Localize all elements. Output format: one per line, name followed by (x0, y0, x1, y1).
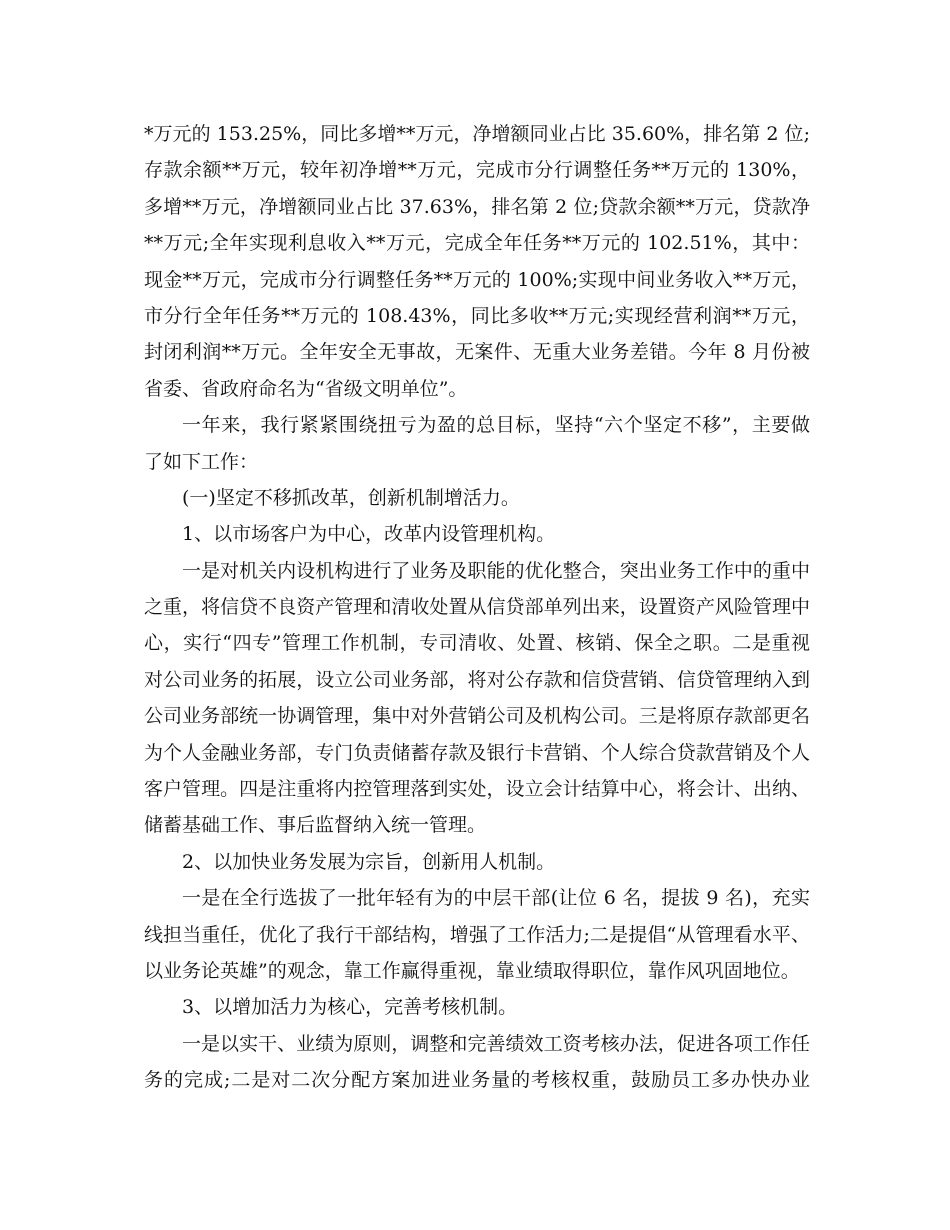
text-line: 为个人金融业务部，专门负责储蓄存款及银行卡营销、个人综合贷款营销及个人 (144, 741, 810, 764)
text-line: 客户管理。四是注重将内控管理落到实处，设立会计结算中心，将会计、出纳、 (144, 778, 810, 801)
text-line: 封闭利润**万元。全年安全无事故，无案件、无重大业务差错。今年 8 月份被 (144, 341, 810, 364)
text-line: 心，实行“四专”管理工作机制，专司清收、处置、核销、保全之职。二是重视 (144, 632, 810, 655)
paragraph-first-line: 一年来，我行紧紧围绕扭亏为盈的总目标，坚持“六个坚定不移”，主要做 (182, 414, 810, 437)
text-line: 线担当重任，优化了我行干部结构，增强了工作活力;二是提倡“从管理看水平、 (144, 923, 810, 946)
paragraph-first-line: 一是在全行选拔了一批年轻有为的中层干部(让位 6 名，提拔 9 名)，充实 (182, 887, 810, 910)
text-line: 储蓄基础工作、事后监督纳入统一管理。 (144, 814, 487, 837)
section-heading: (一)坚定不移抓改革，创新机制增活力。 (182, 486, 520, 509)
text-line: *万元的 153.25%，同比多增**万元，净增额同业占比 35.60%，排名第 2 位; (144, 123, 810, 145)
text-line: 现金**万元，完成市分行调整任务**万元的 100%;实现中间业务收入**万元， (144, 268, 810, 291)
text-line: 公司业务部统一协调管理，集中对外营销公司及机构公司。三是将原存款部更名 (144, 705, 810, 728)
text-line: 了如下工作： (144, 450, 259, 473)
paragraph-first-line: 一是对机关内设机构进行了业务及职能的优化整合，突出业务工作中的重中 (182, 559, 810, 582)
subsection-heading: 3、以增加活力为核心，完善考核机制。 (182, 996, 518, 1019)
text-line: 务的完成;二是对二次分配方案加进业务量的考核权重，鼓励员工多办快办业 (144, 1069, 810, 1092)
paragraph-first-line: 一是以实干、业绩为原则，调整和完善绩效工资考核办法，促进各项工作任 (182, 1032, 810, 1055)
subsection-heading: 2、以加快业务发展为宗旨，创新用人机制。 (182, 850, 556, 873)
text-line: 省委、省政府命名为“省级文明单位”。 (144, 377, 468, 400)
text-line: 对公司业务的拓展，设立公司业务部，将对公存款和信贷营销、信贷管理纳入到 (144, 668, 810, 691)
text-line: 市分行全年任务**万元的 108.43%，同比多收**万元;实现经营利润**万元， (144, 304, 810, 327)
text-line: 之重，将信贷不良资产管理和清收处置从信贷部单列出来，设置资产风险管理中 (144, 596, 810, 619)
text-line: 多增**万元，净增额同业占比 37.63%，排名第 2 位;贷款余额**万元，贷款净 (144, 195, 810, 218)
text-line: 存款余额**万元，较年初净增**万元，完成市分行调整任务**万元的 130%， (144, 159, 810, 182)
text-line: 以业务论英雄”的观念，靠工作赢得重视，靠业绩取得职位，靠作风巩固地位。 (144, 959, 800, 982)
document-body (144, 116, 810, 1099)
text-line: **万元;全年实现利息收入**万元，完成全年任务**万元的 102.51%，其中： (144, 232, 810, 255)
subsection-heading: 1、以市场客户为中心，改革内设管理机构。 (182, 523, 556, 546)
